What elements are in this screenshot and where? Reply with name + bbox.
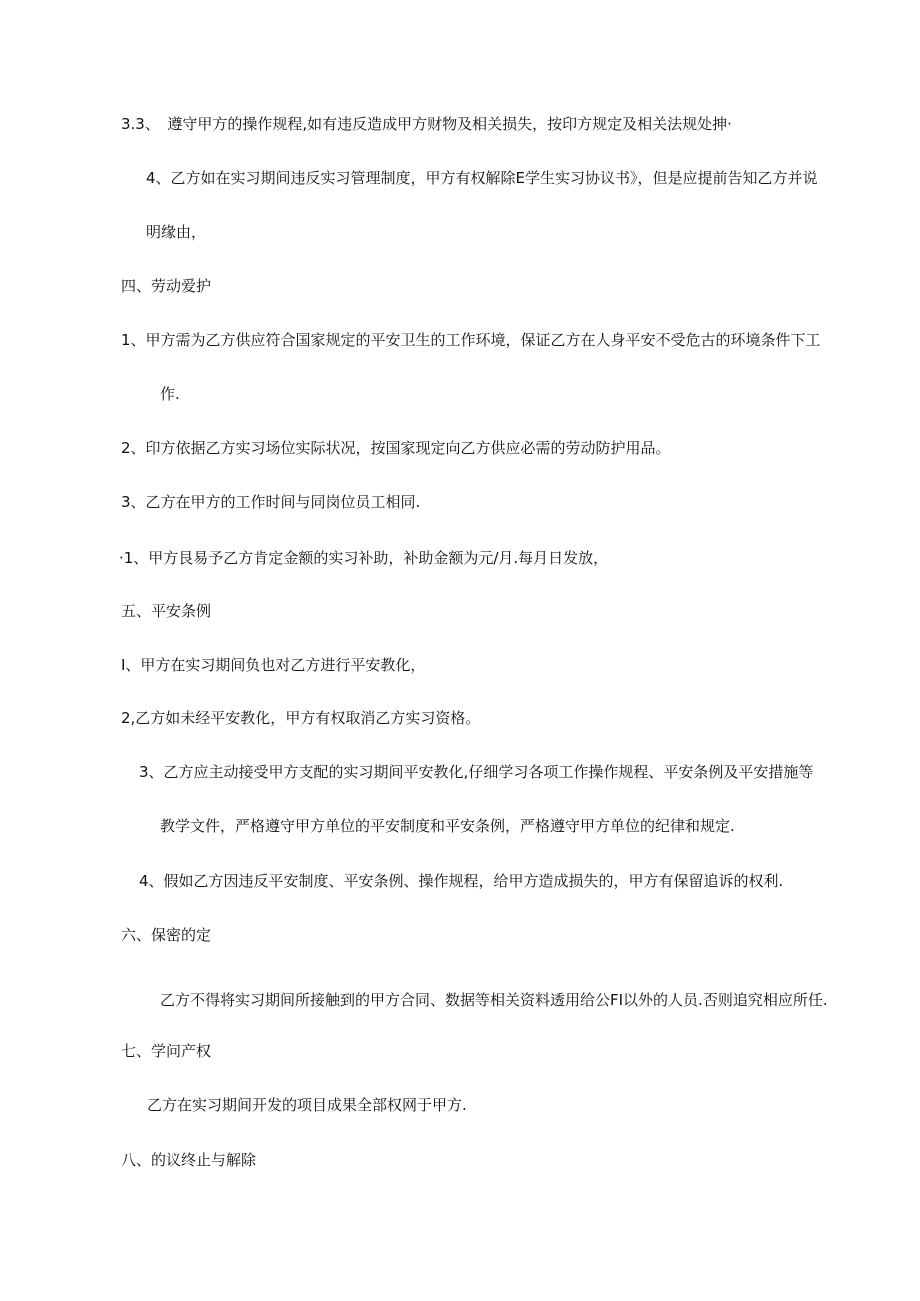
clause-4-line-2: 明缘由， bbox=[146, 223, 207, 241]
labor-clause-2-line: 2、印方依据乙方实习场位实际状况，按国家现定向乙方供应必需的劳动防护用品。 bbox=[121, 439, 671, 457]
labor-clause-1-line-2: 作. bbox=[160, 385, 180, 403]
intellectual-property-line: 乙方在实习期间开发的项目成果全部权网于甲方. bbox=[147, 1096, 467, 1114]
section-heading-intellectual-property: 七、学问产权 bbox=[121, 1042, 212, 1060]
safety-clause-3-line-2: 教学文件，严格遵守甲方单位的平安制度和平安条例，严格遵守甲方单位的纪律和规定. bbox=[160, 817, 735, 835]
confidentiality-line: 乙方不得将实习期间所接触到的甲方合同、数据等相关资料透用给公FI以外的人员.否则追究相应所任. bbox=[160, 991, 828, 1009]
section-heading-safety-rules: 五、平安条例 bbox=[121, 602, 212, 620]
clause-3-3-line: 3.3、 遵守甲方的操作规程,如有违反造成甲方财物及相关损失，按印方规定及相关法规处抻· bbox=[121, 115, 732, 133]
labor-clause-3-line: 3、乙方在甲方的工作时间与同岗位员工相同. bbox=[121, 493, 421, 511]
labor-clause-1-line-1: 1、甲方需为乙方供应符合国家规定的平安卫生的工作环境，保证乙方在人身平安不受危古的环境条件下工 bbox=[121, 331, 821, 349]
clause-4-line-1: 4、乙方如在实习期间违反实习管理制度，甲方有权解除E学生实习协议书》，但是应提前告知乙方并说 bbox=[146, 169, 818, 187]
section-heading-termination: 八、的议终止与解除 bbox=[121, 1151, 257, 1169]
labor-clause-4-line: ·1、甲方艮易予乙方肯定金额的实习补助，补助金额为元/月.每月日发放， bbox=[119, 549, 609, 567]
safety-clause-1-line: I、甲方在实习期间负也对乙方进行平安教化， bbox=[121, 656, 426, 674]
safety-clause-3-line-1: 3、乙方应主动接受甲方支配的实习期间平安教化,仔细学习各项工作操作规程、平安条例及平安措施等 bbox=[139, 763, 814, 781]
section-heading-labor-protection: 四、劳动爱护 bbox=[121, 277, 212, 295]
safety-clause-2-line: 2,乙方如未经平安教化，甲方有权取消乙方实习资格。 bbox=[121, 709, 481, 727]
safety-clause-4-line: 4、假如乙方因违反平安制度、平安条例、操作规程，给甲方造成损失的，甲方有保留追诉的权利. bbox=[139, 872, 784, 890]
section-heading-confidentiality: 六、保密的定 bbox=[121, 926, 212, 944]
